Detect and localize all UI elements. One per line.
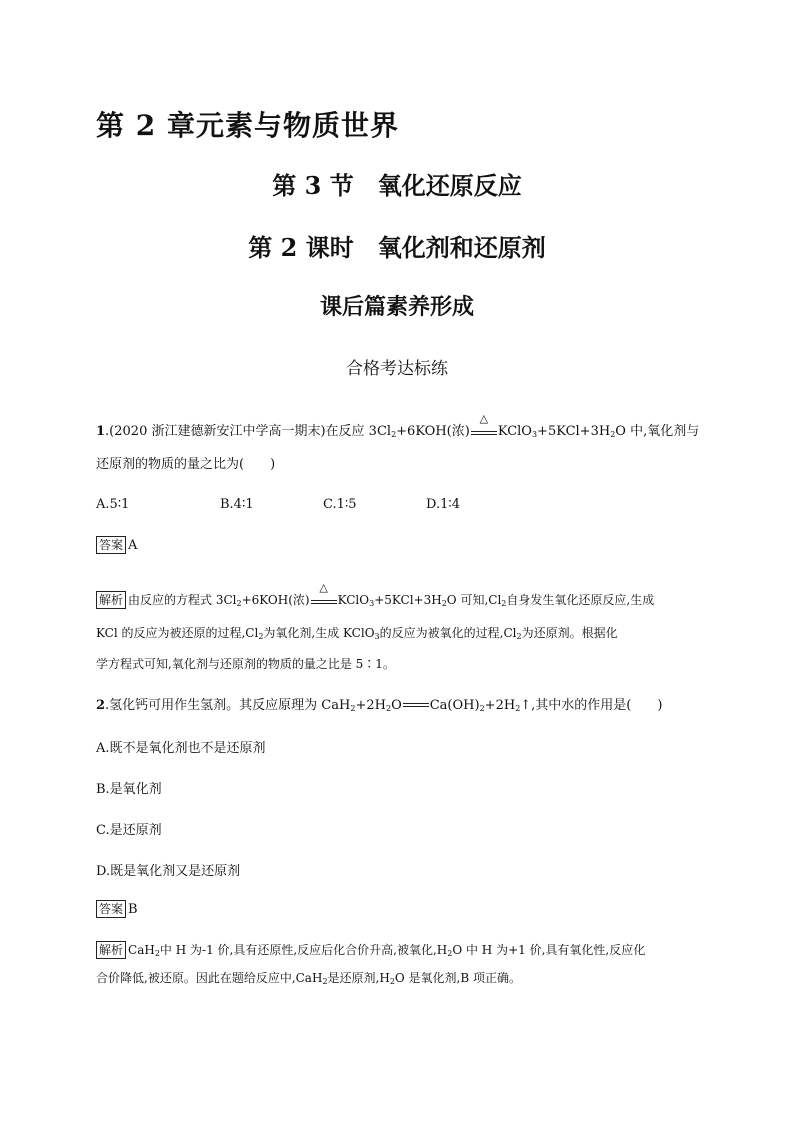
question-2-answer: 答案 B [96, 900, 138, 920]
heating-condition: △ [311, 594, 337, 608]
question-2-analysis-line1: 解析 CaH$_2$中 H 为-1 价,具有还原性,反应后化合价升高,被氧化$,H_2O$ 中 H 为+1 价,具有氧化性,反应化 [96, 940, 645, 960]
subsection-title: 合格考达标练 [346, 359, 448, 379]
answer-label: 答案 [96, 900, 126, 918]
question-1-option-c: C.1∶5 [323, 497, 357, 512]
answer-label: 答案 [96, 536, 126, 554]
question-2-option-c: C.是还原剂 [96, 823, 162, 838]
question-2-option-d: D.既是氧化剂又是还原剂 [96, 864, 241, 879]
question-2-option-a: A.既不是氧化剂也不是还原剂 [96, 741, 266, 756]
question-1-number: 1 [96, 424, 106, 439]
question-1-analysis-line3: 学方程式可知,氧化剂与还原剂的物质的量之比是 5∶1。 [96, 657, 395, 671]
question-1-option-d: D.1∶4 [426, 497, 461, 512]
question-1-analysis-line2: KCl 的反应为被还原的过程$,Cl_2$为氧化剂,生成 KClO$_3$的反应为被氧化的过程$,Cl_2$为还原剂。根据化 [96, 626, 618, 641]
lesson-title: 第 2 课时 氧化剂和还原剂 [248, 233, 546, 262]
heating-condition: △ [471, 425, 497, 439]
question-2-number: 2 [96, 698, 106, 713]
section-title: 第 3 节 氧化还原反应 [272, 171, 522, 200]
question-1-stem-line2: 还原剂的物质的量之比为( ) [96, 457, 276, 472]
question-1-option-b: B.4∶1 [220, 497, 254, 512]
part-title: 课后篇素养形成 [319, 294, 474, 320]
question-2-analysis-line2: 合价降低,被还原。因此在题给反应中,CaH$_2$是还原剂$,H_2O$ 是氧化剂,B 项正确。 [96, 971, 522, 986]
analysis-label: 解析 [96, 941, 126, 959]
question-1-option-a: A.5∶1 [96, 497, 130, 512]
question-2-option-b: B.是氧化剂 [96, 782, 162, 797]
equals-sign [403, 702, 429, 710]
chapter-title: 第 2 章元素与物质世界 [96, 109, 399, 142]
analysis-label: 解析 [96, 591, 126, 609]
question-1-stem: 1.(2020 浙江建德新安江中学高一期末)在反应 $3Cl_2+6KOH$(浓) △ $KClO_3+5KCl+3H_2O$ 中,氧化剂与 [96, 411, 700, 439]
question-1-analysis-line1: 解析 由反应的方程式 $3Cl_2+6KOH$(浓) △ $KClO_3+5KCl+3H_2O$ 可知$,Cl_2$自身发生氧化还原反应,生成 [96, 590, 654, 610]
question-2-stem: 2.氢化钙可用作生氢剂。其反应原理为 $CaH_2+2H_2O$ $Ca(OH)_2+2H_2↑$,其中水的作用是( ) [96, 698, 663, 713]
question-1-answer: 答案 A [96, 536, 137, 556]
